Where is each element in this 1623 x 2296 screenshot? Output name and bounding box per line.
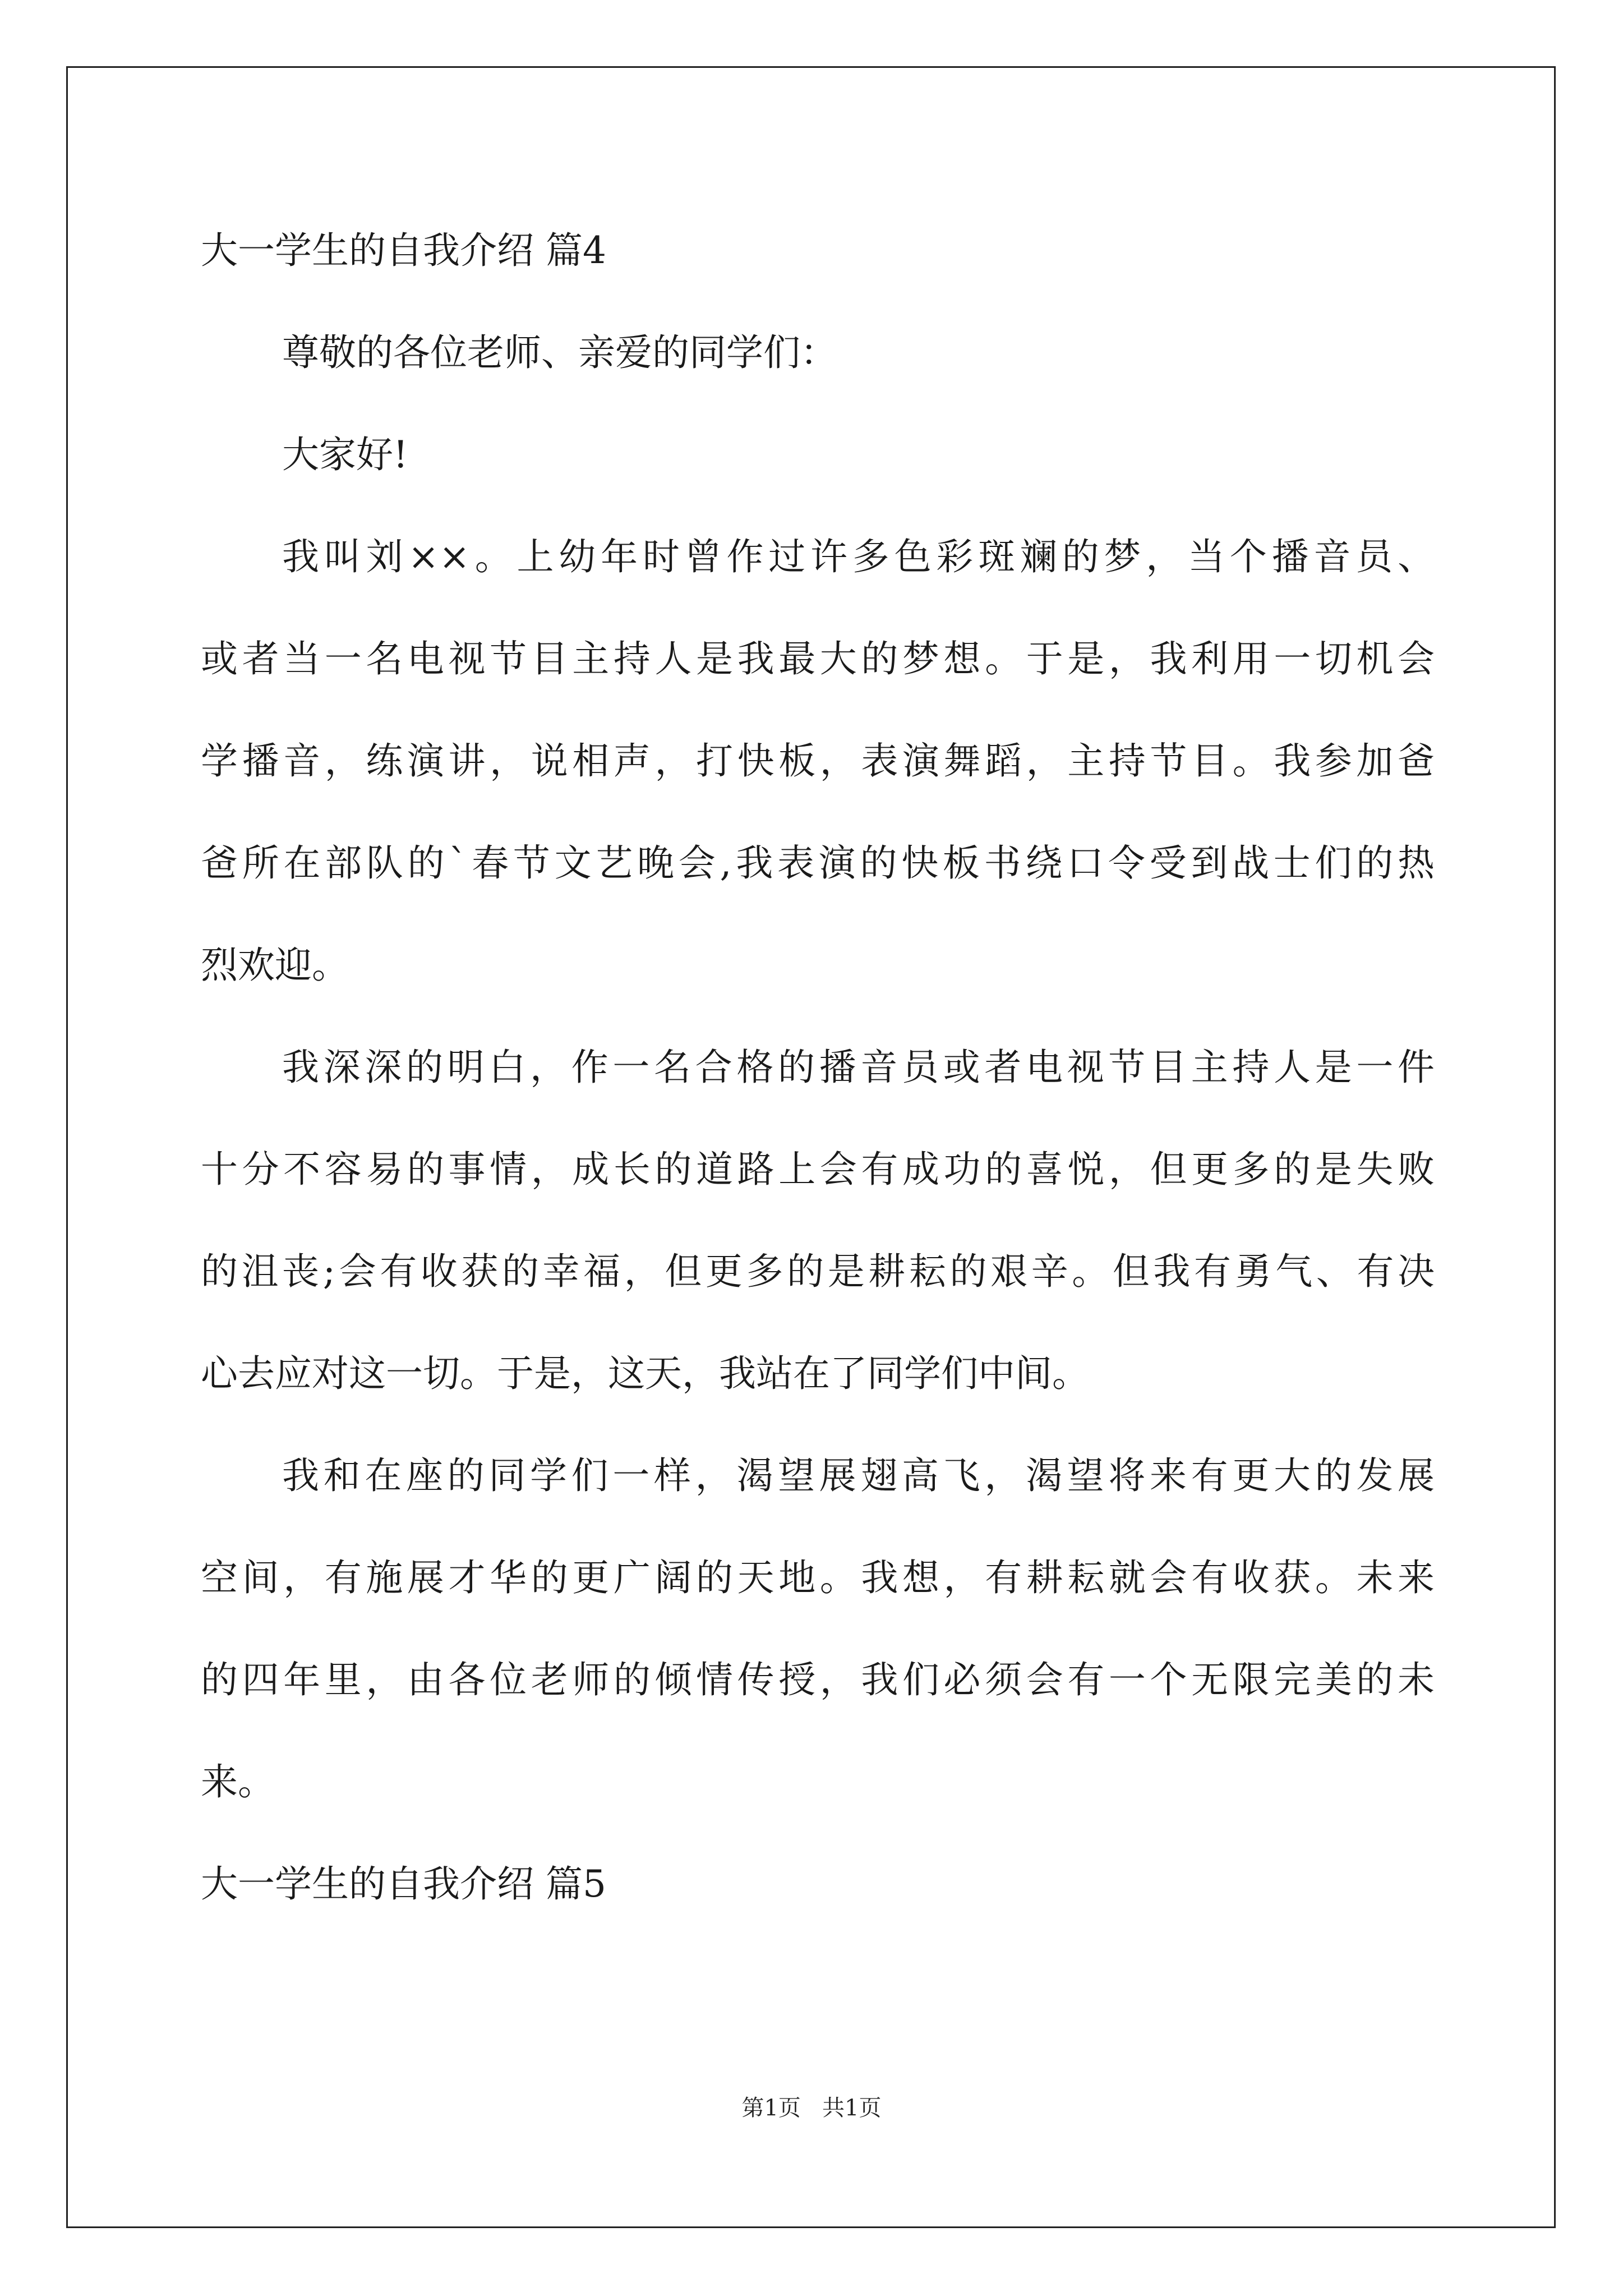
greeting: 大家好! <box>282 433 408 476</box>
paragraph-1-line-1: 我叫刘××。上幼年时曾作过许多色彩斑斓的梦，当个播音员、 <box>282 535 1435 578</box>
section-heading-4: 大一学生的自我介绍 篇4 <box>201 229 606 272</box>
page-footer: 第1页 共1页 <box>741 2095 882 2121</box>
paragraph-1-line-3: 学播音，练演讲，说相声，打快板，表演舞蹈，主持节目。我参加爸 <box>201 739 1435 783</box>
section-heading-5: 大一学生的自我介绍 篇5 <box>201 1862 606 1906</box>
paragraph-1-line-2: 或者当一名电视节目主持人是我最大的梦想。于是，我利用一切机会 <box>201 637 1435 680</box>
paragraph-2-line-2: 十分不容易的事情，成长的道路上会有成功的喜悦，但更多的是失败 <box>201 1148 1435 1191</box>
paragraph-2-line-3: 的沮丧;会有收获的幸福，但更多的是耕耘的艰辛。但我有勇气、有决 <box>201 1250 1435 1293</box>
salutation: 尊敬的各位老师、亲爱的同学们： <box>282 331 837 374</box>
paragraph-3-line-4: 来。 <box>201 1760 275 1803</box>
paragraph-2-line-4: 心去应对这一切。于是，这天，我站在了同学们中间。 <box>201 1352 1089 1395</box>
paragraph-3-line-2: 空间，有施展才华的更广阔的天地。我想，有耕耘就会有收获。未来 <box>201 1556 1435 1599</box>
paragraph-1-line-5: 烈欢迎。 <box>201 944 349 987</box>
paragraph-1-line-4: 爸所在部队的`春节文艺晚会,我表演的快板书绕口令受到战士们的热 <box>201 841 1435 885</box>
paragraph-3-line-1: 我和在座的同学们一样，渴望展翅高飞，渴望将来有更大的发展 <box>282 1454 1435 1497</box>
paragraph-2-line-1: 我深深的明白，作一名合格的播音员或者电视节目主持人是一件 <box>282 1046 1435 1089</box>
paragraph-3-line-3: 的四年里，由各位老师的倾情传授，我们必须会有一个无限完美的未 <box>201 1658 1435 1701</box>
